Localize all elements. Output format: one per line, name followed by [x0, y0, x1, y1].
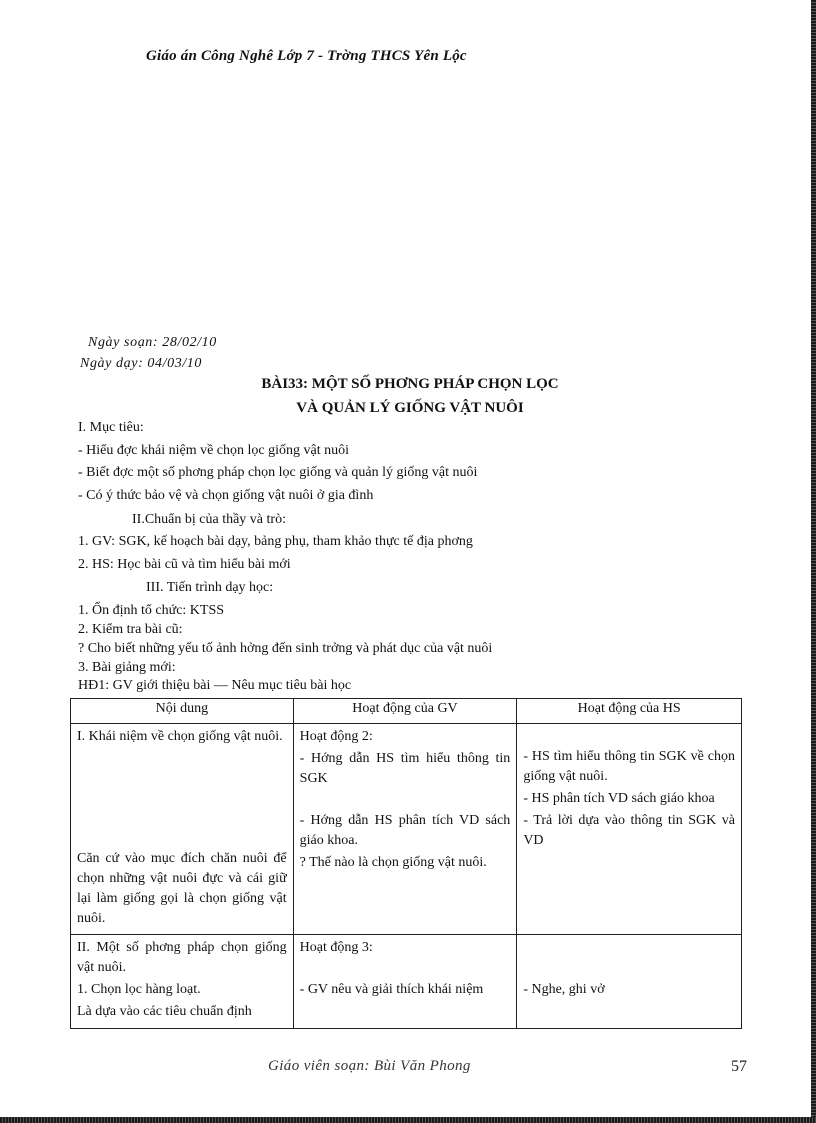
section-process-heading: III. Tiến trình dạy học: — [146, 580, 274, 595]
table-cell-content — [71, 935, 294, 1029]
col-header-content: Nội dung — [71, 699, 294, 724]
table-cell-content — [71, 724, 294, 935]
table-row — [71, 724, 742, 935]
date-taught: Ngày dạy: 04/03/10 — [80, 356, 203, 371]
process-item: 3. Bài giảng mới: — [78, 660, 176, 675]
table-cell-student — [517, 935, 742, 1029]
process-item: 1. Ổn định tổ chức: KTSS — [78, 603, 225, 618]
table-cell-student — [517, 724, 742, 935]
col-header-teacher: Hoạt động của GV — [293, 699, 517, 724]
preparation-item: 2. HS: Học bài cũ và tìm hiểu bài mới — [78, 557, 291, 572]
table-cell-teacher — [293, 724, 517, 935]
cell-paragraph: II. Một số phơng pháp chọn giống vật nuôi. — [77, 940, 287, 975]
cell-paragraph: ? Thế nào là chọn giống vật nuôi. — [299, 855, 487, 870]
table-row — [71, 935, 742, 1029]
cell-paragraph: - Trả lời dựa vào thông tin SGK và VD — [523, 813, 735, 848]
cell-paragraph: - HS phân tích VD sách giáo khoa — [523, 791, 715, 806]
date-prepared: Ngày soạn: 28/02/10 — [88, 335, 217, 350]
table-cell-teacher — [293, 935, 517, 1029]
cell-paragraph: Hoạt động 3: — [299, 940, 373, 955]
lesson-title-line2: VÀ QUẢN LÝ GIỐNG VẬT NUÔI — [296, 400, 524, 416]
objective-item: - Hiểu đợc khái niệm về chọn lọc giống vật nuôi — [78, 443, 350, 458]
cell-paragraph: Là dựa vào các tiêu chuẩn định — [77, 1004, 252, 1019]
page-header: Giáo án Công Nghê Lớp 7 - Trờng THCS Yên Lộc — [146, 48, 467, 64]
table-header-row — [71, 699, 742, 724]
process-item: 2. Kiểm tra bài cũ: — [78, 622, 183, 637]
page-shadow-right — [811, 0, 816, 1123]
page-shadow-bottom — [0, 1117, 816, 1123]
cell-paragraph: I. Khái niệm về chọn giống vật nuôi. — [77, 729, 283, 744]
section-preparation-heading: II.Chuẩn bị của thầy và trò: — [132, 512, 286, 527]
cell-paragraph: - GV nêu và giải thích khái niệm — [299, 982, 484, 997]
cell-paragraph: Hoạt động 2: — [299, 729, 373, 744]
objective-item: - Có ý thức bảo vệ và chọn giống vật nuôi ở gia đình — [78, 488, 374, 503]
preparation-item: 1. GV: SGK, kế hoạch bài dạy, bảng phụ, tham khảo thực tế địa phơng — [78, 534, 473, 549]
cell-paragraph: - Hớng dẫn HS tìm hiểu thông tin SGK — [299, 751, 511, 786]
process-item: ? Cho biết những yếu tố ảnh hởng đến sinh trởng và phát dục của vật nuôi — [78, 641, 493, 656]
col-header-student: Hoạt động của HS — [517, 699, 742, 724]
cell-paragraph: - Hớng dẫn HS phân tích VD sách giáo khoa. — [299, 813, 511, 848]
page-number: 57 — [731, 1058, 747, 1075]
cell-paragraph: - HS tìm hiểu thông tin SGK về chọn giống vật nuôi. — [523, 749, 735, 784]
cell-paragraph: 1. Chọn lọc hàng loạt. — [77, 982, 201, 997]
lesson-dates — [80, 332, 217, 374]
footer-author: Giáo viên soạn: Bùi Văn Phong — [268, 1058, 471, 1074]
section-objectives-heading: I. Mục tiêu: — [78, 420, 144, 435]
objective-item: - Biết đợc một số phơng pháp chọn lọc giống và quản lý giống vật nuôi — [78, 465, 478, 480]
cell-paragraph: - Nghe, ghi vở — [523, 982, 605, 997]
lesson-table — [70, 698, 742, 1029]
cell-paragraph: Căn cứ vào mục đích chăn nuôi để chọn những vật nuôi đực và cái giữ lại làm giống gọi là chọn giống vật nuôi. — [77, 851, 287, 926]
process-item: HĐ1: GV giới thiệu bài — Nêu mục tiêu bài học — [78, 678, 352, 693]
lesson-title-line1: BÀI33: MỘT SỐ PHƠNG PHÁP CHỌN LỌC — [261, 376, 559, 392]
